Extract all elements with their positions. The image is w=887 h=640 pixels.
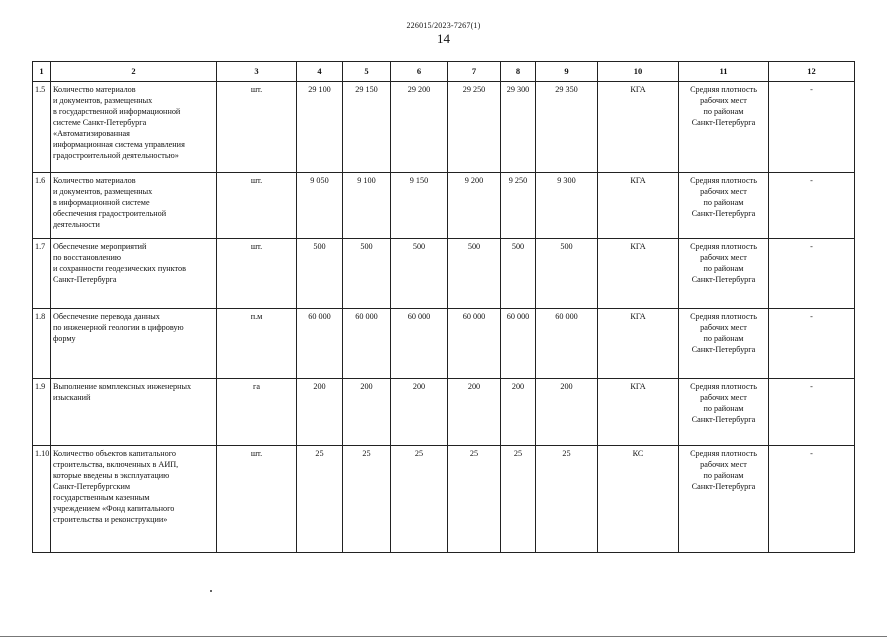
unit-of-measure: шт. [217,173,297,239]
calculation-method: Средняя плотность рабочих мест по районам Санкт-Петербурга [679,379,769,446]
table-row [33,379,855,446]
column-header: 12 [769,62,855,82]
unit-of-measure: п.м [217,309,297,379]
value-col-6: 25 [391,446,448,553]
value-col-6: 60 000 [391,309,448,379]
note: - [769,82,855,173]
table-row [33,446,855,553]
calculation-method: Средняя плотность рабочих мест по районам Санкт-Петербурга [679,446,769,553]
value-col-8: 9 250 [501,173,536,239]
table-row [33,173,855,239]
table-row [33,82,855,173]
value-col-7: 9 200 [448,173,501,239]
calculation-method: Средняя плотность рабочих мест по районам Санкт-Петербурга [679,309,769,379]
column-header: 10 [598,62,679,82]
value-col-5: 60 000 [343,309,391,379]
value-col-9: 29 350 [536,82,598,173]
value-col-5: 25 [343,446,391,553]
value-col-8: 200 [501,379,536,446]
column-header: 1 [33,62,51,82]
column-header: 3 [217,62,297,82]
note: - [769,309,855,379]
unit-of-measure: шт. [217,82,297,173]
column-header: 5 [343,62,391,82]
row-number: 1.7 [33,239,51,309]
row-number: 1.10 [33,446,51,553]
row-number: 1.5 [33,82,51,173]
indicators-table [32,61,855,553]
calculation-method: Средняя плотность рабочих мест по районам Санкт-Петербурга [679,82,769,173]
responsible-body: КГА [598,379,679,446]
value-col-6: 29 200 [391,82,448,173]
value-col-9: 200 [536,379,598,446]
note: - [769,239,855,309]
value-col-4: 60 000 [297,309,343,379]
value-col-9: 60 000 [536,309,598,379]
indicator-name: Количество материалов и документов, размещенных в государственной информационной системе Санкт-Петербурга «Автоматизированная информационная система управления градостроительной деятельностью» [51,82,217,173]
row-number: 1.9 [33,379,51,446]
value-col-4: 200 [297,379,343,446]
note: - [769,379,855,446]
scan-dot-mark [210,590,212,592]
indicator-name: Количество материалов и документов, размещенных в информационной системе обеспечения градостроительной деятельности [51,173,217,239]
value-col-7: 29 250 [448,82,501,173]
value-col-7: 60 000 [448,309,501,379]
value-col-5: 500 [343,239,391,309]
indicator-name: Выполнение комплексных инженерных изысканий [51,379,217,446]
value-col-5: 9 100 [343,173,391,239]
note: - [769,446,855,553]
calculation-method: Средняя плотность рабочих мест по районам Санкт-Петербурга [679,239,769,309]
unit-of-measure: шт. [217,239,297,309]
value-col-7: 500 [448,239,501,309]
column-header: 8 [501,62,536,82]
column-header: 4 [297,62,343,82]
row-number: 1.6 [33,173,51,239]
value-col-4: 9 050 [297,173,343,239]
column-header: 2 [51,62,217,82]
value-col-7: 200 [448,379,501,446]
indicator-name: Обеспечение мероприятий по восстановлению и сохранности геодезических пунктов Санкт-Петербурга [51,239,217,309]
page-number: 14 [437,31,450,46]
indicator-name: Количество объектов капитального строительства, включенных в АИП, которые введены в эксплуатацию Санкт-Петербургским государственным казенным учреждением «Фонд капитального строительства и реконструкции» [51,446,217,553]
value-col-7: 25 [448,446,501,553]
table-header-row [33,62,855,82]
value-col-6: 9 150 [391,173,448,239]
table-row [33,239,855,309]
value-col-9: 500 [536,239,598,309]
value-col-5: 200 [343,379,391,446]
value-col-9: 25 [536,446,598,553]
responsible-body: КГА [598,173,679,239]
document-registration-number: 226015/2023-7267(1) [406,21,481,30]
value-col-8: 29 300 [501,82,536,173]
calculation-method: Средняя плотность рабочих мест по районам Санкт-Петербурга [679,173,769,239]
unit-of-measure: га [217,379,297,446]
page-bottom-edge [0,636,887,637]
column-header: 7 [448,62,501,82]
value-col-5: 29 150 [343,82,391,173]
row-number: 1.8 [33,309,51,379]
value-col-6: 200 [391,379,448,446]
value-col-9: 9 300 [536,173,598,239]
table-row [33,309,855,379]
responsible-body: КГА [598,309,679,379]
unit-of-measure: шт. [217,446,297,553]
note: - [769,173,855,239]
responsible-body: КГА [598,239,679,309]
responsible-body: КС [598,446,679,553]
value-col-4: 29 100 [297,82,343,173]
value-col-8: 25 [501,446,536,553]
responsible-body: КГА [598,82,679,173]
value-col-8: 500 [501,239,536,309]
column-header: 6 [391,62,448,82]
column-header: 11 [679,62,769,82]
column-header: 9 [536,62,598,82]
indicator-name: Обеспечение перевода данных по инженерной геологии в цифровую форму [51,309,217,379]
value-col-8: 60 000 [501,309,536,379]
value-col-4: 500 [297,239,343,309]
value-col-4: 25 [297,446,343,553]
value-col-6: 500 [391,239,448,309]
